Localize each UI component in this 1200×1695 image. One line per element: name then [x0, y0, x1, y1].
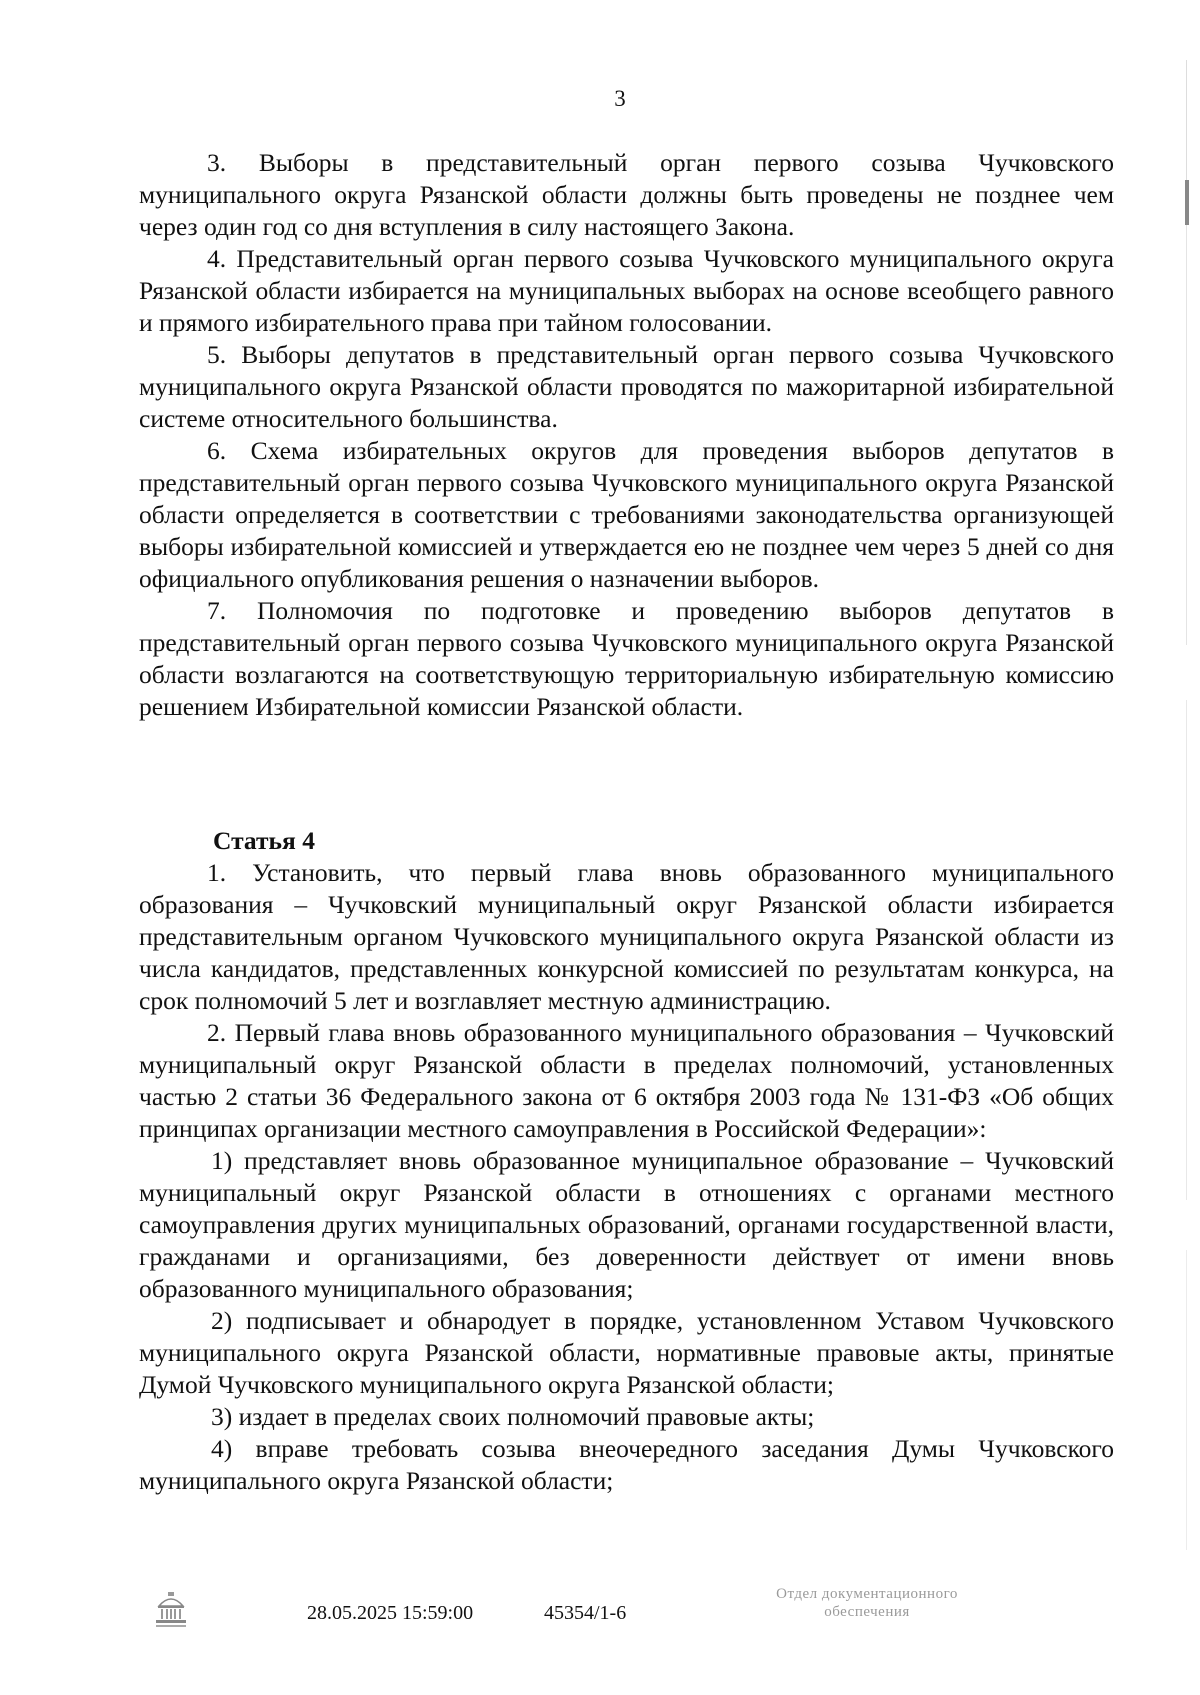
subitem-1: 1) представляет вновь образованное муниципальное образование – Чучковский муниципальный округ Рязанской области в отношениях с органами местного самоуправления других муниципальных образований, органами государственной власти, гражданами и организациями, без доверенности действует от имени вновь образованного муниципального образования; — [139, 1146, 1114, 1303]
paragraph-item-7: 7. Полномочия по подготовке и проведению выборов депутатов в представительный орган первого созыва Чучковского муниципального округа Рязанской области возлагаются на соответствующую территориальную избирательную комиссию решением Избирательной комиссии Рязанской области. — [139, 596, 1114, 721]
article-paragraph-2: 2. Первый глава вновь образованного муниципального образования – Чучковский муниципальный округ Рязанской области в пределах полномочий, установленных частью 2 статьи 36 Федерального закона от 6 октября 2003 года № 131-ФЗ «Об общих принципах организации местного самоуправления в Российской Федерации»: — [139, 1018, 1114, 1143]
paragraph-item-4: 4. Представительный орган первого созыва Чучковского муниципального округа Рязанской области избирается на муниципальных выборах на основе всеобщего равного и прямого избирательного права при тайном голосовании. — [139, 244, 1114, 337]
stamp-line-1: Отдел документационного — [776, 1586, 958, 1602]
paragraph-item-3: 3. Выборы в представительный орган первого созыва Чучковского муниципального округа Рязанской области должны быть проведены не позднее чем через один год со дня вступления в силу настоящего Закона. — [139, 148, 1114, 241]
article-heading: Статья 4 — [213, 826, 315, 855]
stamp-line-2: обеспечения — [824, 1604, 910, 1620]
article-paragraph-1: 1. Установить, что первый глава вновь образованного муниципального образования – Чучковский муниципальный округ Рязанской области избирается представительным органом Чучковского муниципального округа Рязанской области из числа кандидатов, представленных конкурсной комиссией по результатам конкурса, на срок полномочий 5 лет и возглавляет местную администрацию. — [139, 858, 1114, 1015]
paragraphs-top-section — [139, 147, 1114, 723]
subitem-4: 4) вправе требовать созыва внеочередного заседания Думы Чучковского муниципального округа Рязанской области; — [139, 1434, 1114, 1495]
duma-building-icon — [153, 1590, 189, 1630]
subitem-2: 2) подписывает и обнародует в порядке, установленном Уставом Чучковского муниципального округа Рязанской области, нормативные правовые акты, принятые Думой Чучковского муниципального округа Рязанской области; — [139, 1306, 1114, 1399]
footer-datetime: 28.05.2025 15:59:00 — [307, 1602, 474, 1624]
department-stamp — [722, 1585, 1012, 1621]
scan-edge-marks — [1185, 0, 1189, 1695]
subitem-3: 3) издает в пределах своих полномочий правовые акты; — [211, 1402, 815, 1431]
paragraph-item-6: 6. Схема избирательных округов для проведения выборов депутатов в представительный орган первого созыва Чучковского муниципального округа Рязанской области определяется в соответствии с требованиями законодательства организующей выборы избирательной комиссией и утверждается ею не позднее чем через 5 дней со дня официального опубликования решения о назначении выборов. — [139, 436, 1114, 593]
article-4-section — [139, 825, 1114, 1497]
footer-registration-number: 45354/1-6 — [544, 1602, 627, 1624]
paragraph-item-5: 5. Выборы депутатов в представительный орган первого созыва Чучковского муниципального округа Рязанской области проводятся по мажоритарной избирательной системе относительного большинства. — [139, 340, 1114, 433]
page-number: 3 — [614, 86, 626, 111]
